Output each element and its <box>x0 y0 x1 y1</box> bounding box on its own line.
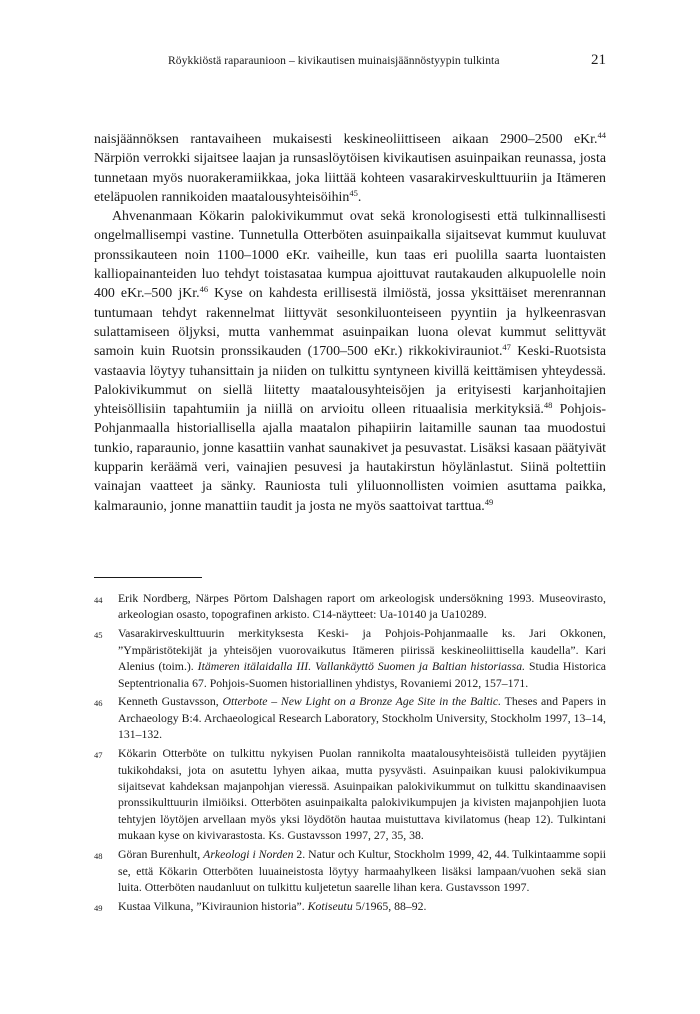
footnote-title: Arkeologi i Norden <box>203 848 294 862</box>
footnote-ref-46[interactable]: 46 <box>199 284 209 295</box>
footnote-text: Kökarin Otterböte on tulkittu nykyisen Puolan rannikolta maatalousyhteisöistä tulleiden pyytäjien tukikohdaksi, jota on asutettu lyhyen aikaa, mutta pysyvästi. Asuinpaikan kuusi palokivikumpua sijaitsevat kahdeksan majanpohjan vieressä. Asuinpaikan palokivikummut on tulkittu skandinaavisen pronssikulttuurin ilmiöiksi. Otterböten asuinpaikalta palokivikumpujen ja kivisten majanpohjien luota tehtyjen löytöjen arvellaan myös yksi löydötön hautaa muistuttava kivilatomus (heap 12). Tulkintani mukaan kyse on kivivarastosta. Ks. Gustavsson 1997, 27, 35, 38. <box>118 747 606 843</box>
footnote-ref-45[interactable]: 45 <box>349 187 358 198</box>
footnote-49 <box>94 899 606 915</box>
footnote-title: Itämeren itälaidalla III. Vallankäyttö Suomen ja Baltian historiassa. <box>197 660 526 674</box>
footnote-number: 47 <box>94 750 103 761</box>
footnote-45 <box>94 626 606 692</box>
paragraph-2 <box>94 207 606 516</box>
footnote-title: Otterbote – New Light on a Bronze Age Site in the Baltic. <box>222 695 502 709</box>
running-title: Röykkiöstä raparaunioon – kivikautisen muinaisjäännöstyypin tulkinta <box>168 54 500 67</box>
footnote-text: 2. Natur och Kultur, Stockholm 1999, 42, 44. Tulkintaamme sopii se, että Kökarin Otterböten luuaineistosta löytyy harmaahylkeen lisäksi lampaan/vuohen sekä sian luita. Otterböten naudanluut on tulkittu kuljetetun saarelle lihan kera. Gustavsson 1997. <box>118 848 606 894</box>
text-span: Ahvenanmaan Kökarin palokivikummut ovat sekä kronologisesti että tulkinnallisesti ongelmallisempi vastine. Tunnetulla Otterböten asuinpaikalla sijaitsevat kummut kuuluvat pronssikauteen noin 1100–1000 eKr. vaiheille, kun taas eri puolilla saarta luontaisten kalliopainanteiden luo tehdyt toistasataa kumpua ajoittuvat rautakauden alkupuolelle noin 400 eKr.–500 jKr. <box>94 209 606 302</box>
page-header <box>94 52 606 72</box>
footnote-title: Kotiseutu <box>307 899 353 913</box>
footnote-text: Göran Burenhult, <box>118 848 204 862</box>
footnote-number: 49 <box>94 902 103 913</box>
footnote-44 <box>94 591 606 624</box>
footnote-number: 46 <box>94 698 103 709</box>
footnotes <box>94 591 606 918</box>
footnote-text: Theses and Papers in Archaeology B:4. Archaeological Research Laboratory, Stockholm University, Stockholm 1997, 13–14, 131–132. <box>118 695 606 742</box>
footnote-text: Kustaa Vilkuna, ”Kiviraunion historia”. <box>118 899 308 913</box>
footnote-text: Erik Nordberg, Närpes Pörtom Dalshagen raport om arkeologisk undersökning 1993. Museovirasto, arkeologian osasto, topografinen arkisto. C14-näytteet: Ua-10140 ja Ua10289. <box>118 592 606 622</box>
footnote-divider <box>94 577 202 578</box>
text-span: Keski-Ruotsista vastaavia löytyy tuhansittain ja niiden on tulkittu syntyneen kivillä keittämisen yhteydessä. Palokivikummut on siellä liitetty maatalousyhteisöjen ja erityisesti karjanhoitajien yhteisöllisiin tapahtumiin ja niillä on arvioitu olleen rituaalisia merkityksiä. <box>94 344 607 418</box>
page-number: 21 <box>591 52 606 68</box>
text-span: Kyse on kahdesta erillisestä ilmiöstä, jossa yksittäiset merenrannan tuntumaan tehdyt rakennelmat liittyvät sesonkiluonteiseen pyyntiin ja hylkeenrasvan sulattamiseen öljyksi, mutta vanhemmat asuinpaikan luona olevat kummut selittyvät samoin kuin Ruotsin pronssikauden (1700–500 eKr.) rikkokivirauniot. <box>94 286 606 360</box>
footnote-number: 48 <box>94 851 103 862</box>
text-span: . <box>357 189 362 205</box>
footnote-46 <box>94 694 606 743</box>
footnote-text: 5/1965, 88–92. <box>352 899 427 913</box>
footnote-text: Vasarakirveskulttuurin merkityksesta Keski- ja Pohjois-Pohjanmaalle ks. Jari Okkonen, ”Ympäristötekijät ja yhteisöjen vuorovaikutus Itämeren piirissä keskineoliittisella kaudella”. Kari Alenius (toim.). <box>118 627 606 674</box>
footnote-48 <box>94 847 606 896</box>
body-text <box>94 130 606 516</box>
paragraph-1 <box>94 130 606 207</box>
footnote-ref-48[interactable]: 48 <box>543 400 553 411</box>
footnote-text: Studia Historica Septentrionalia 67. Pohjois-Suomen historiallinen yhdistys, Rovaniemi 2012, 157–171. <box>118 660 606 690</box>
text-span: Närpiön verrokki sijaitsee laajan ja runsaslöytöisen kivikautisen asuinpaikan reunassa, josta tunnetaan myös nuorakeramiikkaa, joka liittää kohteen vasarakirveskulttuuriin ja Itämeren eteläpuolen rannikoiden maatalousyhteisöihin <box>94 151 606 205</box>
footnote-47 <box>94 746 606 844</box>
text-span: naisjäännöksen rantavaiheen mukaisesti keskineoliittiseen aikaan 2900–2500 eKr. <box>94 132 598 147</box>
footnote-number: 44 <box>94 595 103 605</box>
footnote-ref-47[interactable]: 47 <box>502 342 511 353</box>
footnote-number: 45 <box>94 630 103 641</box>
footnote-text: Kenneth Gustavsson, <box>118 695 223 709</box>
footnote-ref-49[interactable]: 49 <box>484 496 494 507</box>
text-span: Pohjois-Pohjanmaalla historiallisella ajalla maatalon pihapiirin laitamille saunan taa muodostui tunkio, raparaunio, jonne kasattiin vanhat saunakivet ja pesuvastat. Lisäksi kasaan päätyivät kupparin keräämä veri, vainajien pesuvesi ja hautakirstun höylänlastut. Siinä poltettiin vainajan vaatteet ja sänky. Rauniosta tuli yliluonnollisten voimien asuttama paikka, kalmaraunio, jonne manattiin taudit ja josta ne myös saattoivat tarttua. <box>94 402 606 514</box>
footnote-ref-44[interactable]: 44 <box>597 130 606 140</box>
